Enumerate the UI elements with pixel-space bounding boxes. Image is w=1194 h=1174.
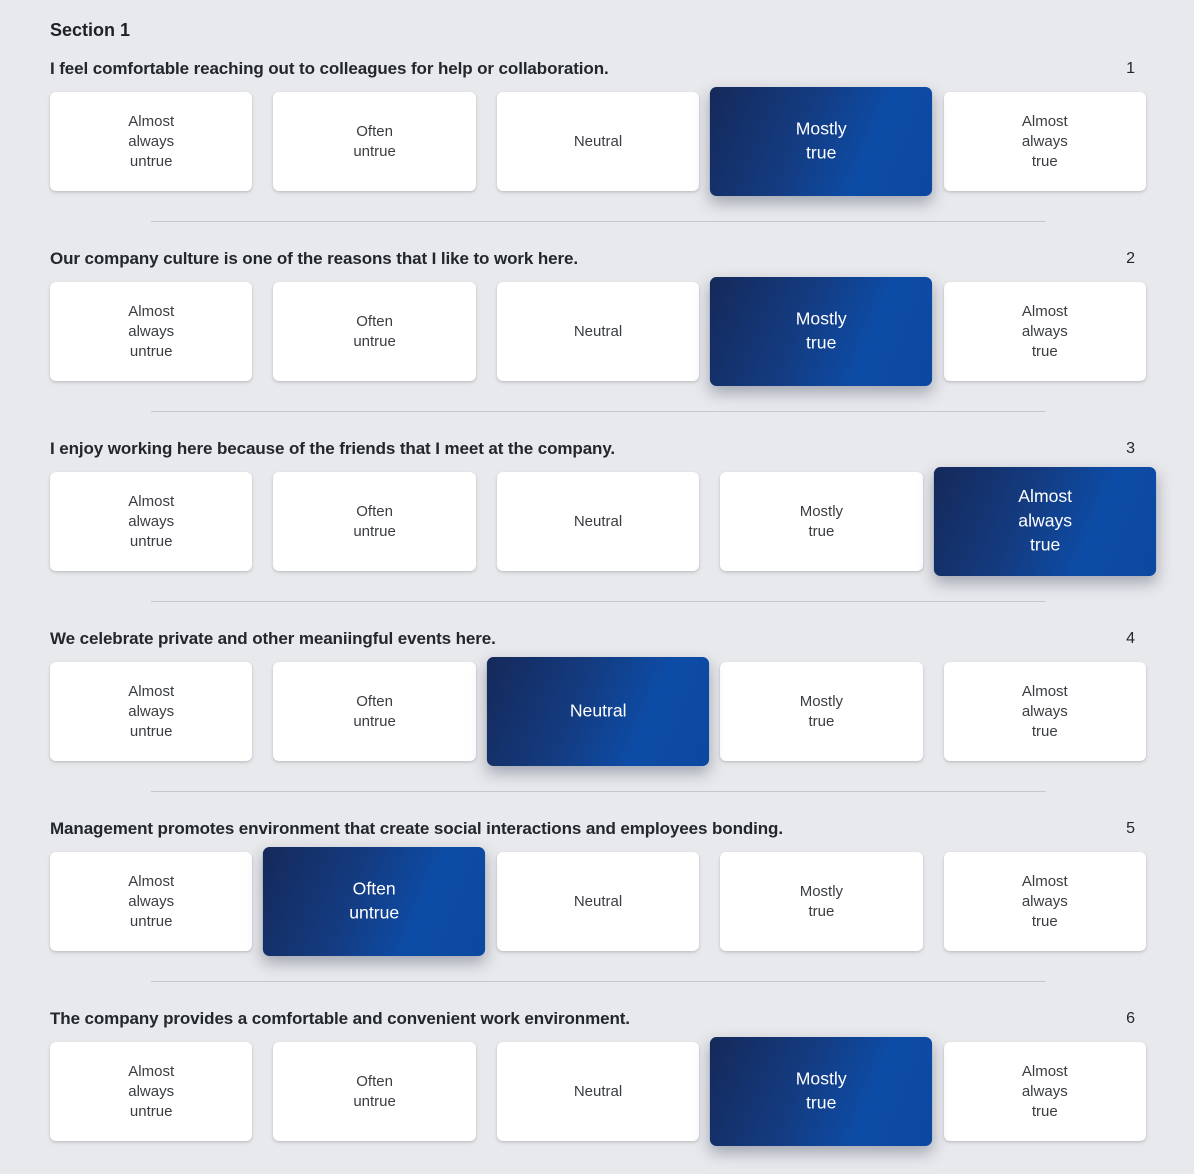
question-text: We celebrate private and other meaniingful events here. (50, 629, 496, 648)
option-label: Mostly true (799, 502, 844, 540)
option-label: Mostly true (795, 119, 847, 163)
question-text: Our company culture is one of the reasons that I like to work here. (50, 249, 578, 268)
option-row (50, 1042, 1146, 1141)
option-card[interactable] (273, 662, 475, 761)
option-card[interactable] (720, 472, 922, 571)
option-label: Neutral (569, 701, 627, 721)
question-row (50, 249, 1146, 269)
option-label: Mostly true (799, 882, 844, 920)
question-block (50, 59, 1146, 191)
option-label: Almost always true (1021, 302, 1068, 360)
option-card[interactable] (944, 852, 1146, 951)
option-label: Almost always true (1017, 487, 1072, 555)
option-label: Almost always untrue (128, 1062, 175, 1120)
option-label: Almost always true (1021, 1062, 1068, 1120)
option-card[interactable] (50, 282, 252, 381)
question-row (50, 1009, 1146, 1029)
question-text: Management promotes environment that create social interactions and employees bonding. (50, 819, 783, 838)
question-divider (151, 221, 1046, 222)
option-label: Often untrue (349, 879, 400, 923)
option-label: Almost always untrue (128, 302, 175, 360)
question-row (50, 819, 1146, 839)
question-number: 3 (1126, 440, 1135, 457)
question-row (50, 439, 1146, 459)
option-card[interactable] (50, 852, 252, 951)
option-card[interactable] (273, 472, 475, 571)
option-label: Almost always untrue (128, 492, 175, 550)
option-label: Almost always untrue (128, 682, 175, 740)
option-card[interactable] (497, 282, 699, 381)
option-label: Neutral (573, 892, 623, 910)
option-card[interactable] (720, 852, 922, 951)
option-label: Almost always true (1021, 682, 1068, 740)
option-row (50, 472, 1146, 571)
option-card[interactable] (263, 847, 486, 956)
option-card[interactable] (273, 282, 475, 381)
option-label: Almost always true (1021, 872, 1068, 930)
option-card[interactable] (497, 852, 699, 951)
option-card[interactable] (273, 92, 475, 191)
option-label: Often untrue (353, 1072, 396, 1110)
question-number: 2 (1126, 250, 1135, 267)
question-divider (151, 981, 1046, 982)
question-divider (151, 791, 1046, 792)
option-row (50, 92, 1146, 191)
question-block (50, 439, 1146, 571)
question-block (50, 1009, 1146, 1141)
option-label: Neutral (573, 512, 623, 530)
question-number: 6 (1126, 1010, 1135, 1027)
option-label: Neutral (573, 1082, 623, 1100)
option-label: Mostly true (795, 309, 847, 353)
option-card[interactable] (933, 467, 1156, 576)
option-row (50, 282, 1146, 381)
option-row (50, 662, 1146, 761)
section-title: Section 1 (50, 20, 131, 40)
option-card[interactable] (50, 472, 252, 571)
question-text: The company provides a comfortable and convenient work environment. (50, 1009, 630, 1028)
option-card[interactable] (487, 657, 710, 766)
option-label: Neutral (573, 132, 623, 150)
question-number: 1 (1126, 60, 1135, 77)
option-label: Mostly true (795, 1069, 847, 1113)
question-row (50, 629, 1146, 649)
question-row (50, 59, 1146, 79)
option-label: Almost always true (1021, 112, 1068, 170)
question-text: I feel comfortable reaching out to colleagues for help or collaboration. (50, 59, 609, 78)
option-card[interactable] (944, 662, 1146, 761)
question-number: 5 (1126, 820, 1135, 837)
option-card[interactable] (710, 277, 933, 386)
option-label: Often untrue (353, 312, 396, 350)
option-card[interactable] (944, 92, 1146, 191)
option-card[interactable] (50, 92, 252, 191)
question-divider (151, 411, 1046, 412)
option-label: Often untrue (353, 502, 396, 540)
option-card[interactable] (710, 1037, 933, 1146)
option-card[interactable] (497, 1042, 699, 1141)
option-card[interactable] (944, 1042, 1146, 1141)
question-number: 4 (1126, 630, 1135, 647)
option-card[interactable] (50, 1042, 252, 1141)
question-text: I enjoy working here because of the friends that I meet at the company. (50, 439, 616, 458)
option-row (50, 852, 1146, 951)
option-card[interactable] (710, 87, 933, 196)
question-block (50, 249, 1146, 381)
option-card[interactable] (273, 1042, 475, 1141)
option-label: Almost always untrue (128, 112, 175, 170)
option-card[interactable] (497, 472, 699, 571)
question-block (50, 629, 1146, 761)
option-label: Often untrue (353, 122, 396, 160)
question-block (50, 819, 1146, 951)
option-label: Mostly true (799, 692, 844, 730)
option-label: Often untrue (353, 692, 396, 730)
option-label: Almost always untrue (128, 872, 175, 930)
option-card[interactable] (50, 662, 252, 761)
question-divider (151, 601, 1046, 602)
option-card[interactable] (720, 662, 922, 761)
option-card[interactable] (497, 92, 699, 191)
option-card[interactable] (944, 282, 1146, 381)
option-label: Neutral (573, 322, 623, 340)
